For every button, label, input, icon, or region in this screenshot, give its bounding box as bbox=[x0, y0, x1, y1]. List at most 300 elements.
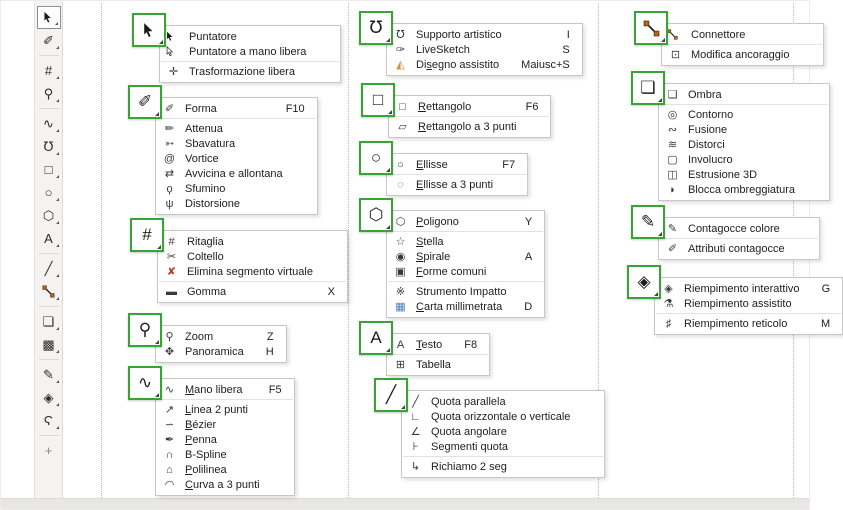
toolbar-interactive-fill-tool[interactable] bbox=[37, 386, 61, 409]
menu-item-label: Poligono bbox=[416, 215, 459, 228]
menu-item-label: Supporto artistico bbox=[416, 28, 502, 41]
menu-item-label: Connettore bbox=[691, 28, 746, 41]
menu-item-label: Estrusione 3D bbox=[688, 168, 758, 181]
menu-item-label: Quota angolare bbox=[431, 425, 507, 438]
menu-item-label: Rettangolo a 3 punti bbox=[418, 120, 517, 133]
menu-item-label: Forma bbox=[185, 102, 217, 115]
menu-item-connettore[interactable] bbox=[662, 27, 823, 42]
menu-item-shortcut: X bbox=[327, 285, 335, 298]
menu-item-label: Riempimento reticolo bbox=[684, 317, 788, 330]
menu-item-label: Richiamo 2 seg bbox=[431, 460, 507, 473]
menu-item-ritaglia[interactable] bbox=[158, 234, 347, 249]
menu-item-fusione[interactable] bbox=[659, 122, 829, 137]
dimension-tool-icon: ╱ bbox=[44, 261, 53, 276]
sbavatura-icon: ➳ bbox=[164, 138, 175, 150]
connettore-menu bbox=[661, 23, 824, 66]
toolbar-transparency-tool[interactable] bbox=[37, 333, 61, 356]
pick-tool-icon[interactable] bbox=[132, 13, 166, 47]
rettangolo-icon: □ bbox=[399, 100, 406, 113]
freehand-tool-icon[interactable] bbox=[128, 366, 162, 400]
eyedropper-tool-icon-glyph: ✎ bbox=[640, 212, 656, 231]
connector-tool-icon-glyph bbox=[643, 20, 660, 37]
menu-item-forme-comuni[interactable] bbox=[387, 264, 544, 279]
menu-separator bbox=[663, 44, 822, 45]
menu-item-label: Gomma bbox=[187, 285, 227, 298]
add-tools-button-icon: + bbox=[44, 443, 53, 458]
menu-item-bezier[interactable] bbox=[156, 417, 294, 432]
toolbar-add-tools-button[interactable] bbox=[37, 439, 61, 462]
zoom-menu bbox=[155, 325, 287, 363]
segmenti-quota-icon: ⊦ bbox=[412, 441, 419, 453]
menu-item-label: Polilinea bbox=[185, 463, 227, 476]
smart-fill-tool-icon: Ϛ bbox=[43, 413, 54, 428]
menu-item-label: Segmenti quota bbox=[431, 440, 509, 453]
drop-shadow-tool-icon-glyph: ❏ bbox=[640, 78, 656, 97]
toolbar-dimension-tool[interactable] bbox=[37, 257, 61, 280]
elimina-segmento-virtuale-icon: ✘ bbox=[166, 266, 177, 278]
menu-item-label: Puntatore a mano libera bbox=[189, 45, 307, 58]
menu-item-label: Riempimento assistito bbox=[684, 297, 792, 310]
menu-item-poligono[interactable] bbox=[387, 214, 544, 229]
menu-separator bbox=[656, 313, 841, 314]
quota-menu bbox=[401, 390, 605, 478]
menu-separator bbox=[157, 399, 293, 400]
riempimento-interattivo-icon: ◈ bbox=[664, 283, 673, 295]
text-tool-icon[interactable] bbox=[359, 321, 393, 355]
riempimento-assistito-icon: ⚗ bbox=[663, 298, 674, 310]
estrusione-3d-icon: ◫ bbox=[667, 169, 678, 181]
contagocce-menu bbox=[658, 217, 820, 260]
mano-libera-icon: ∿ bbox=[164, 384, 175, 396]
pick-tool-icon-glyph bbox=[141, 22, 158, 39]
menu-item-penna[interactable] bbox=[156, 432, 294, 447]
menu-item-quota-orizzontale-verticale[interactable] bbox=[402, 409, 604, 424]
menu-item-shortcut: F8 bbox=[464, 338, 478, 351]
zoom-tool-icon: ⚲ bbox=[43, 86, 54, 101]
ellisse-3-punti-icon: ◌ bbox=[397, 178, 404, 191]
menu-item-label: Stella bbox=[416, 235, 444, 248]
menu-item-shortcut: Z bbox=[266, 330, 274, 343]
menu-item-label: Tabella bbox=[416, 358, 451, 371]
menu-item-label: Mano libera bbox=[185, 383, 243, 396]
menu-item-shortcut: F5 bbox=[268, 383, 282, 396]
menu-item-label: Linea 2 punti bbox=[185, 403, 249, 416]
menu-item-shortcut: Maiusc+S bbox=[521, 58, 570, 71]
menu-item-label: Contagocce colore bbox=[688, 222, 780, 235]
menu-separator bbox=[159, 281, 346, 282]
menu-item-carta-millimetrata[interactable] bbox=[387, 299, 544, 314]
crop-tool-icon: # bbox=[44, 63, 53, 78]
menu-item-label: Vortice bbox=[185, 152, 219, 165]
menu-item-strumento-impatto[interactable] bbox=[387, 284, 544, 299]
eyedropper-tool-icon[interactable] bbox=[631, 205, 665, 239]
artistic-media-tool-icon-glyph: ℧ bbox=[369, 18, 383, 37]
toolbar-shape-tool[interactable] bbox=[37, 29, 61, 52]
pick-tool-icon bbox=[42, 11, 55, 24]
fusione-icon: ∾ bbox=[667, 124, 678, 136]
menu-item-shortcut: M bbox=[820, 317, 831, 330]
menu-item-b-spline[interactable] bbox=[156, 447, 294, 462]
menu-item-label: Forme comuni bbox=[416, 265, 487, 278]
menu-item-label: Spirale bbox=[416, 250, 451, 263]
blocca-ombreggiatura-icon: ◗ bbox=[669, 183, 676, 196]
menu-item-label: Distorci bbox=[688, 138, 725, 151]
toolbar-connector-tool[interactable] bbox=[37, 280, 61, 303]
menu-item-label: LiveSketch bbox=[416, 43, 470, 56]
menu-item-ombra[interactable] bbox=[659, 87, 829, 102]
shape-tool-icon[interactable] bbox=[128, 85, 162, 119]
menu-item-elimina-segmento-virtuale[interactable] bbox=[158, 264, 347, 279]
menu-item-polilinea[interactable] bbox=[156, 462, 294, 477]
menu-item-label: Sfumino bbox=[185, 182, 226, 195]
linea-2-punti-icon: ↗ bbox=[164, 404, 175, 416]
distorsione-icon: ψ bbox=[165, 197, 174, 210]
menu-item-label: Panoramica bbox=[185, 345, 244, 358]
menu-separator bbox=[660, 238, 818, 239]
toolbar-text-tool[interactable] bbox=[37, 227, 61, 250]
artistic-media-tool-icon[interactable] bbox=[359, 11, 393, 45]
menu-item-attenua[interactable] bbox=[156, 121, 317, 136]
menu-separator bbox=[403, 456, 603, 457]
supporto-artistico-icon: ℧ bbox=[396, 29, 405, 41]
stella-icon: ☆ bbox=[395, 236, 406, 248]
zoom-tool-icon-glyph: ⚲ bbox=[138, 320, 152, 339]
menu-item-estrusione-3d[interactable] bbox=[659, 167, 829, 182]
menu-item-label: Elimina segmento virtuale bbox=[187, 265, 313, 278]
toolbar-eyedropper-tool[interactable] bbox=[37, 363, 61, 386]
menu-item-rettangolo-3-punti[interactable] bbox=[389, 119, 550, 134]
attenua-icon: ✏ bbox=[164, 123, 175, 135]
disegno-assistito-icon: ◭ bbox=[396, 59, 405, 71]
menu-item-label: Ellisse bbox=[416, 158, 448, 171]
ombra-menu bbox=[658, 83, 830, 201]
toolbar-separator bbox=[39, 55, 59, 56]
ritaglia-menu bbox=[157, 230, 348, 303]
toolbar-separator bbox=[39, 253, 59, 254]
vortice-icon: @ bbox=[163, 152, 176, 165]
menu-item-richiamo-2-seg[interactable] bbox=[402, 459, 604, 474]
menu-item-rettangolo[interactable] bbox=[389, 99, 550, 114]
flyout-ellisse bbox=[359, 141, 528, 196]
menu-item-disegno-assistito[interactable] bbox=[387, 57, 582, 72]
flyout-forma bbox=[128, 85, 318, 215]
menu-item-label: Attenua bbox=[185, 122, 223, 135]
rettangolo-3-punti-icon: ▱ bbox=[398, 121, 407, 133]
b-spline-icon: ∩ bbox=[165, 448, 174, 461]
toolbar-pick-tool[interactable] bbox=[37, 6, 61, 29]
menu-item-livesketch[interactable] bbox=[387, 42, 582, 57]
menu-item-label: Riempimento interattivo bbox=[684, 282, 800, 295]
polygon-tool-icon-glyph: ⬡ bbox=[368, 205, 384, 224]
menu-item-ellisse[interactable] bbox=[387, 157, 527, 172]
interactive-fill-tool-icon: ◈ bbox=[43, 390, 54, 405]
dimension-tool-icon-glyph: ╱ bbox=[385, 385, 397, 404]
menu-item-label: Testo bbox=[416, 338, 443, 351]
toolbox bbox=[34, 1, 63, 500]
connector-tool-icon bbox=[42, 285, 55, 298]
puntatore-icon bbox=[165, 31, 182, 42]
menu-item-spirale[interactable] bbox=[387, 249, 544, 264]
trasformazione-libera-icon: ✛ bbox=[168, 66, 179, 78]
coltello-icon: ✂ bbox=[166, 251, 177, 263]
rectangle-tool-icon[interactable] bbox=[361, 83, 395, 117]
menu-item-label: Bézier bbox=[185, 418, 217, 431]
dotted-separator-1 bbox=[101, 3, 102, 498]
toolbar-freehand-tool[interactable] bbox=[37, 112, 61, 135]
flyout-rettangolo bbox=[361, 83, 551, 138]
flyout-ritaglia bbox=[130, 218, 348, 303]
menu-item-label: Carta millimetrata bbox=[416, 300, 503, 313]
carta-millimetrata-icon: ▦ bbox=[395, 301, 406, 313]
menu-item-distorci[interactable] bbox=[659, 137, 829, 152]
text-tool-icon: A bbox=[44, 231, 53, 246]
menu-item-label: Blocca ombreggiatura bbox=[688, 183, 796, 196]
contorno-icon: ◎ bbox=[667, 109, 678, 121]
menu-item-label: Strumento Impatto bbox=[416, 285, 507, 298]
menu-item-segmenti-quota[interactable] bbox=[402, 439, 604, 454]
shape-tool-icon: ✐ bbox=[43, 33, 54, 48]
toolbar-polygon-tool[interactable] bbox=[37, 204, 61, 227]
drop-shadow-tool-icon: ❏ bbox=[42, 314, 55, 329]
testo-icon: A bbox=[396, 338, 405, 351]
menu-separator bbox=[388, 354, 488, 355]
flyout-contagocce bbox=[631, 205, 820, 260]
testo-menu bbox=[386, 333, 490, 376]
menu-item-contorno[interactable] bbox=[659, 107, 829, 122]
menu-item-label: Avvicina e allontana bbox=[185, 167, 283, 180]
strumento-impatto-icon: ※ bbox=[395, 286, 406, 298]
toolbar-crop-tool[interactable] bbox=[37, 59, 61, 82]
distorci-icon: ≋ bbox=[667, 139, 678, 151]
toolbar-ellipse-tool[interactable] bbox=[37, 181, 61, 204]
panoramica-icon: ✥ bbox=[164, 346, 175, 358]
menu-item-trasformazione-libera[interactable] bbox=[160, 64, 340, 79]
menu-item-shortcut: H bbox=[265, 345, 274, 358]
quota-orizzontale-verticale-icon: ∟ bbox=[410, 410, 421, 423]
ellipse-tool-icon[interactable] bbox=[359, 141, 393, 175]
menu-item-shortcut: A bbox=[524, 250, 533, 263]
rettangolo-menu bbox=[388, 95, 551, 138]
toolbar-separator bbox=[39, 306, 59, 307]
crop-tool-icon-glyph: # bbox=[142, 225, 152, 244]
quota-parallela-icon: ╱ bbox=[412, 396, 419, 408]
menu-item-avvicina-e-allontana[interactable] bbox=[156, 166, 317, 181]
menu-item-shortcut: S bbox=[562, 43, 570, 56]
menu-item-shortcut: F10 bbox=[285, 102, 305, 115]
ombra-icon: ❏ bbox=[667, 89, 678, 101]
menu-item-label: Penna bbox=[185, 433, 217, 446]
interactive-fill-tool-icon-glyph: ◈ bbox=[637, 272, 651, 291]
menu-item-stella[interactable] bbox=[387, 234, 544, 249]
menu-item-sfumino[interactable] bbox=[156, 181, 317, 196]
dotted-separator-2 bbox=[348, 3, 349, 498]
connettore-icon bbox=[667, 29, 684, 40]
richiamo-2-seg-icon: ↳ bbox=[410, 461, 421, 473]
puntatore-menu bbox=[159, 25, 341, 83]
shape-tool-icon-glyph: ✐ bbox=[137, 92, 153, 111]
toolbar-rectangle-tool[interactable] bbox=[37, 158, 61, 181]
menu-item-puntatore[interactable] bbox=[160, 29, 340, 44]
menu-item-blocca-ombreggiatura[interactable] bbox=[659, 182, 829, 197]
ritaglia-icon: # bbox=[168, 235, 175, 248]
puntatore-mano-libera-icon bbox=[165, 46, 182, 57]
toolbar-smart-fill-tool[interactable] bbox=[37, 409, 61, 432]
menu-item-label: Curva a 3 punti bbox=[185, 478, 260, 491]
menu-item-label: Modifica ancoraggio bbox=[691, 48, 790, 61]
polilinea-icon: ⌂ bbox=[166, 463, 173, 476]
gomma-icon: ▬ bbox=[166, 285, 177, 298]
menu-item-involucro[interactable] bbox=[659, 152, 829, 167]
menu-item-label: Puntatore bbox=[189, 30, 237, 43]
flyout-zoom bbox=[128, 313, 287, 363]
menu-item-label: Disegno assistito bbox=[416, 58, 500, 71]
transparency-tool-icon: ▩ bbox=[42, 337, 55, 352]
menu-item-shortcut: F7 bbox=[502, 158, 516, 171]
menu-item-contagocce-colore[interactable] bbox=[659, 221, 819, 236]
poligono-icon: ⬡ bbox=[395, 216, 406, 228]
menu-item-curva-a-3-punti[interactable] bbox=[156, 477, 294, 492]
menu-item-sbavatura[interactable] bbox=[156, 136, 317, 151]
flyout-poligono bbox=[359, 198, 545, 318]
menu-item-label: B-Spline bbox=[185, 448, 227, 461]
contagocce-colore-icon: ✎ bbox=[667, 223, 678, 235]
menu-separator bbox=[157, 118, 316, 119]
menu-item-ellisse-3-punti[interactable] bbox=[387, 177, 527, 192]
rectangle-tool-icon-glyph: □ bbox=[372, 90, 384, 109]
toolbar-drop-shadow-tool[interactable] bbox=[37, 310, 61, 333]
polygon-tool-icon[interactable] bbox=[359, 198, 393, 232]
riempimento-reticolo-icon: ♯ bbox=[665, 317, 672, 330]
bezier-icon: ∽ bbox=[164, 419, 175, 431]
ellipse-tool-icon-glyph: ○ bbox=[370, 148, 382, 167]
forme-comuni-icon: ▣ bbox=[395, 266, 406, 278]
tabella-icon: ⊞ bbox=[395, 359, 406, 371]
menu-item-label: Distorsione bbox=[185, 197, 241, 210]
menu-item-tabella[interactable] bbox=[387, 357, 489, 372]
menu-item-riempimento-assistito[interactable] bbox=[655, 296, 842, 311]
menu-item-label: Quota orizzontale o verticale bbox=[431, 410, 571, 423]
menu-item-forma[interactable] bbox=[156, 101, 317, 116]
forma-icon: ✐ bbox=[164, 103, 175, 115]
penna-icon: ✒ bbox=[164, 434, 175, 446]
menu-item-testo[interactable] bbox=[387, 337, 489, 352]
menu-item-gomma[interactable] bbox=[158, 284, 347, 299]
menu-item-distorsione[interactable] bbox=[156, 196, 317, 211]
menu-item-riempimento-reticolo[interactable] bbox=[655, 316, 842, 331]
menu-item-label: Rettangolo bbox=[418, 100, 472, 113]
curva-a-3-punti-icon: ◠ bbox=[164, 479, 175, 491]
menu-item-shortcut: D bbox=[524, 300, 533, 313]
menu-item-puntatore-mano-libera[interactable] bbox=[160, 44, 340, 59]
flyout-riempimento bbox=[627, 265, 843, 335]
menu-item-mano-libera[interactable] bbox=[156, 382, 294, 397]
menu-item-riempimento-interattivo[interactable] bbox=[655, 281, 842, 296]
connector-tool-icon[interactable] bbox=[634, 11, 668, 45]
freehand-tool-icon: ∿ bbox=[43, 116, 54, 131]
toolbar-separator bbox=[39, 359, 59, 360]
artistic-media-tool-icon: ℧ bbox=[43, 139, 54, 154]
menu-separator bbox=[388, 174, 526, 175]
menu-item-label: Coltello bbox=[187, 250, 224, 263]
menu-item-label: Involucro bbox=[688, 153, 733, 166]
involucro-icon: ▢ bbox=[667, 154, 678, 166]
quota-angolare-icon: ∠ bbox=[410, 426, 421, 438]
eyedropper-tool-icon: ✎ bbox=[43, 367, 54, 382]
modifica-ancoraggio-icon: ⊡ bbox=[670, 49, 681, 61]
toolbar-artistic-media-tool[interactable] bbox=[37, 135, 61, 158]
menu-item-quota-angolare[interactable] bbox=[402, 424, 604, 439]
supporto-menu bbox=[386, 23, 583, 76]
text-tool-icon-glyph: A bbox=[370, 328, 382, 347]
ellisse-menu bbox=[386, 153, 528, 196]
menu-item-shortcut: I bbox=[566, 28, 570, 41]
menu-separator bbox=[388, 281, 543, 282]
polygon-tool-icon: ⬡ bbox=[42, 208, 55, 223]
menu-item-label: Trasformazione libera bbox=[189, 65, 295, 78]
menu-item-shortcut: Y bbox=[524, 215, 533, 228]
menu-separator bbox=[390, 116, 549, 117]
poligono-menu bbox=[386, 210, 545, 318]
menu-item-label: Sbavatura bbox=[185, 137, 236, 150]
menu-item-label: Ombra bbox=[688, 88, 722, 101]
flyout-supporto bbox=[359, 11, 583, 76]
menu-item-zoom[interactable] bbox=[156, 329, 286, 344]
menu-item-attributi-contagocce[interactable] bbox=[659, 241, 819, 256]
interactive-fill-tool-icon[interactable] bbox=[627, 265, 661, 299]
sfumino-icon: ϙ bbox=[166, 182, 173, 195]
menu-item-modifica-ancoraggio[interactable] bbox=[662, 47, 823, 62]
zoom-tool-icon[interactable] bbox=[128, 313, 162, 347]
menu-item-vortice[interactable] bbox=[156, 151, 317, 166]
menu-separator bbox=[388, 231, 543, 232]
ellipse-tool-icon: ○ bbox=[44, 185, 53, 200]
rectangle-tool-icon: □ bbox=[44, 162, 53, 177]
livesketch-icon: ✑ bbox=[395, 44, 406, 56]
riempimento-menu bbox=[654, 277, 843, 335]
ellisse-icon: ○ bbox=[397, 158, 404, 171]
menu-item-label: Fusione bbox=[688, 123, 728, 136]
flyout-quota bbox=[374, 378, 605, 478]
menu-item-quota-parallela[interactable] bbox=[402, 394, 604, 409]
menu-separator bbox=[161, 61, 339, 62]
dimension-tool-icon[interactable] bbox=[374, 378, 408, 412]
zoom-icon: ⚲ bbox=[165, 331, 174, 343]
toolbar-separator bbox=[39, 108, 59, 109]
flyout-connettore bbox=[634, 11, 824, 66]
manolibera-menu bbox=[155, 378, 295, 496]
toolbar-zoom-tool[interactable] bbox=[37, 82, 61, 105]
attributi-contagocce-icon: ✐ bbox=[667, 243, 678, 255]
flyout-manolibera bbox=[128, 366, 295, 496]
crop-tool-icon[interactable] bbox=[130, 218, 164, 252]
flyout-testo bbox=[359, 321, 490, 376]
menu-item-label: Ritaglia bbox=[187, 235, 224, 248]
menu-item-label: Ellisse a 3 punti bbox=[416, 178, 494, 191]
menu-item-panoramica[interactable] bbox=[156, 344, 286, 359]
menu-item-linea-2-punti[interactable] bbox=[156, 402, 294, 417]
freehand-tool-icon-glyph: ∿ bbox=[137, 373, 153, 392]
toolbar-separator bbox=[39, 435, 59, 436]
menu-item-supporto-artistico[interactable] bbox=[387, 27, 582, 42]
menu-item-shortcut: F6 bbox=[525, 100, 539, 113]
drop-shadow-tool-icon[interactable] bbox=[631, 71, 665, 105]
menu-item-coltello[interactable] bbox=[158, 249, 347, 264]
menu-separator bbox=[660, 104, 828, 105]
spirale-icon: ◉ bbox=[395, 251, 406, 263]
forma-menu bbox=[155, 97, 318, 215]
menu-item-label: Quota parallela bbox=[431, 395, 506, 408]
bottom-strip bbox=[1, 498, 809, 509]
